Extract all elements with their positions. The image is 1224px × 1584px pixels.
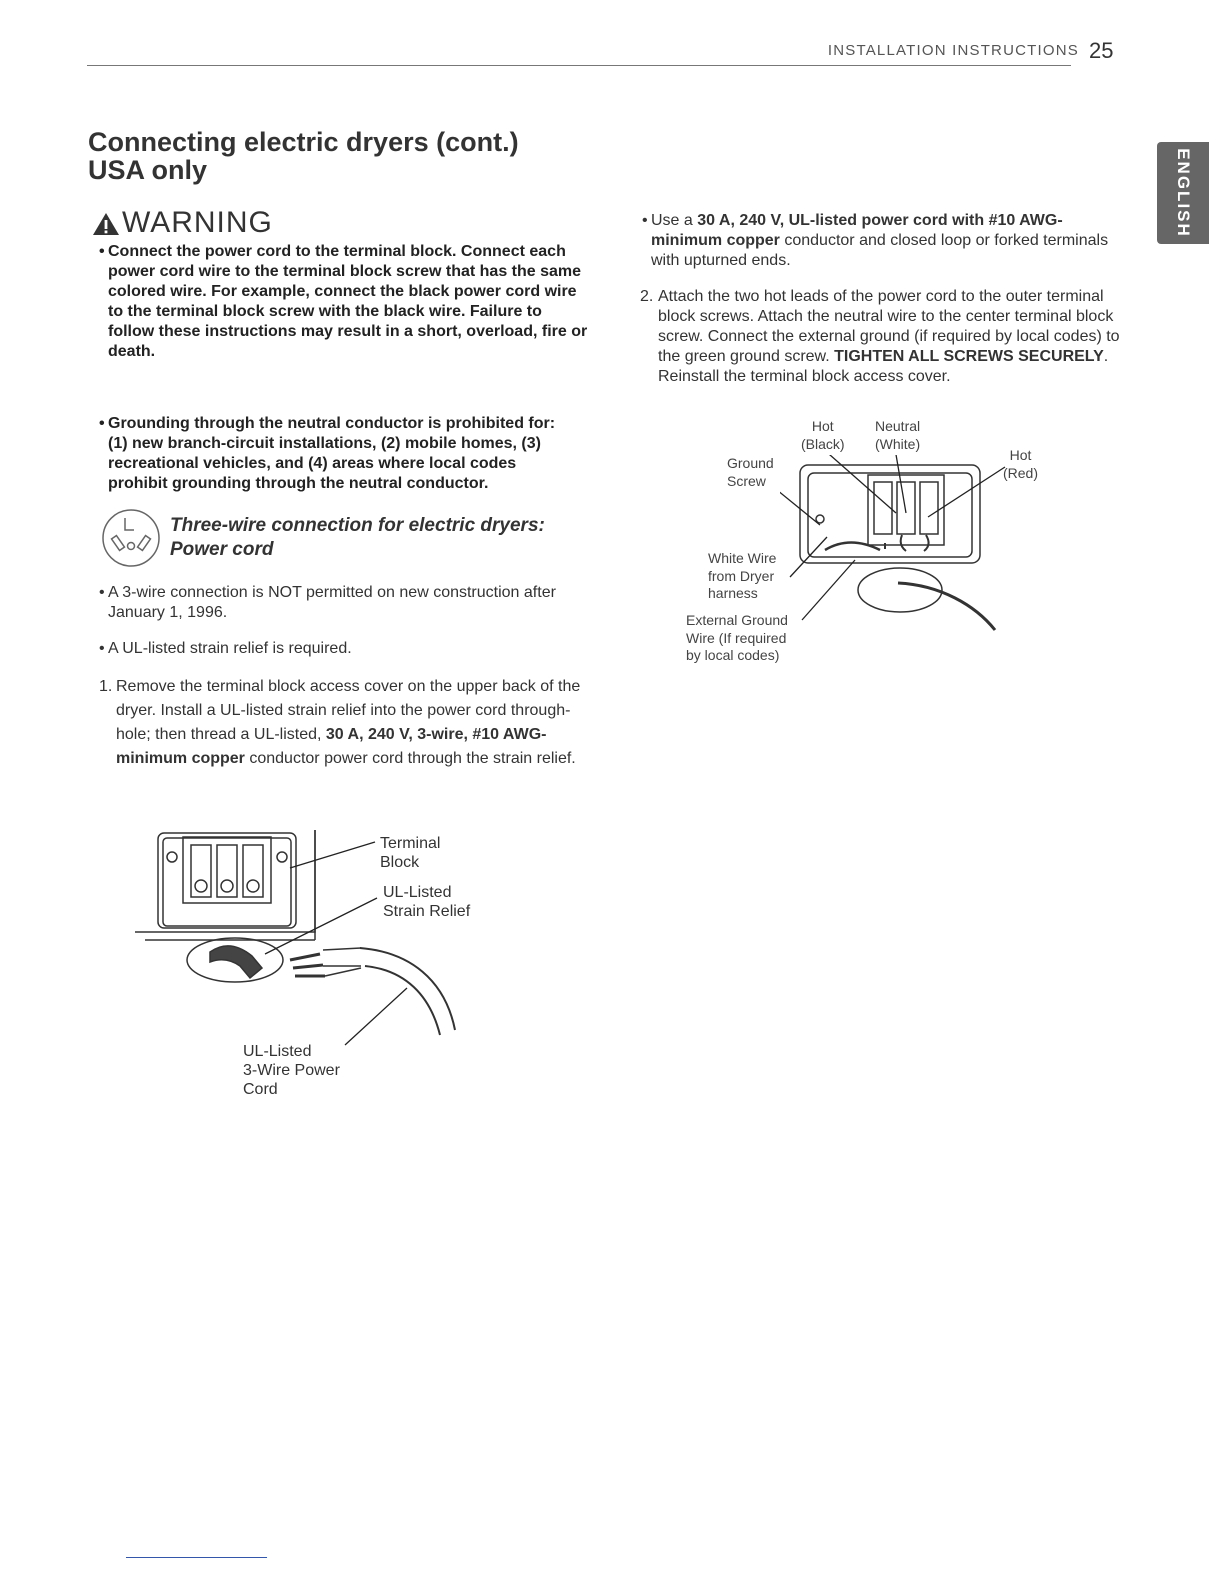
warning-bullet-2-text: Grounding through the neutral conductor is prohibited for: (1) new branch-circuit installations, (2) mobile homes, (3) recreational vehicles, and (4) areas where local codes prohibit grounding through the neutral conductor.: [108, 415, 556, 492]
warning-bullet-2: • Grounding through the neutral conductor is prohibited for: (1) new branch-circuit installations, (2) mobile homes, (3) recreational vehicles, and (4) areas where local codes prohibit grounding through the neutral conductor.: [99, 414, 579, 494]
info-bullet-2-text: A UL-listed strain relief is required.: [108, 640, 352, 657]
language-tab[interactable]: [1157, 142, 1209, 244]
step-1-text: [116, 675, 584, 771]
label-hot-black-line-1: Hot: [811, 418, 834, 434]
label-hot-black-line-2: (Black): [801, 435, 845, 452]
cord-spec-text-bold: 30 A, 240 V, UL-listed power cord with #10 AWG-minimum copper: [651, 212, 1063, 249]
label-neutral-white-line-1: Neutral: [875, 418, 921, 434]
label-external-ground: [686, 612, 788, 665]
label-hot-red-line-2: (Red): [1003, 464, 1039, 481]
terminal-block: [183, 837, 271, 903]
label-strain-relief-line-2: Strain Relief: [383, 903, 471, 920]
label-power-cord-line-2: 3-Wire Power: [243, 1062, 340, 1079]
page-title: [88, 128, 519, 184]
label-strain-relief-line-1: UL-Listed: [383, 884, 452, 901]
step-1-text-a: Remove the terminal block access cover on the upper back of the dryer. Install a UL-listed strain relief into the power cord through-hole; then thread a UL-listed,: [116, 678, 581, 743]
label-strain-relief: [383, 883, 470, 921]
step-2-text-bold: TIGHTEN ALL SCREWS SECURELY: [834, 348, 1104, 365]
label-terminal-block: [380, 834, 440, 872]
label-ground-screw-line-2: Screw: [727, 472, 766, 489]
section-subheading: [170, 514, 545, 562]
step-2-text: [658, 287, 1120, 387]
wiring-connection-diagram: [780, 455, 1030, 645]
label-power-cord: [243, 1042, 340, 1099]
label-white-wire-line-1: White Wire: [708, 550, 777, 566]
label-hot-red: [1003, 447, 1038, 482]
warning-bullet-1: • Connect the power cord to the terminal block. Connect each power cord wire to the terminal block screw that has the same colored wire. For example, connect the black power cord wire to the terminal block screw with the black wire. Failure to follow these instructions may result in a short, overload, fire or death.: [99, 243, 588, 360]
step-2-text-a: Attach the two hot leads of the power cord to the outer terminal block screws. Attach the neutral wire to the center terminal block screw. Connect the external ground (if required by local codes) to the green ground screw.: [658, 288, 1120, 365]
info-bullet-2: • A UL-listed strain relief is required.: [99, 639, 589, 659]
label-terminal-block-line-2: Block: [380, 854, 420, 871]
cord-spec-text: [651, 211, 1112, 271]
step-1-text-b: conductor power cord through the strain relief.: [244, 750, 576, 767]
label-power-cord-line-3: Cord: [243, 1081, 278, 1098]
header-divider: [87, 65, 1071, 66]
info-bullet-1: • A 3-wire connection is NOT permitted on new construction after January 1, 1996.: [99, 583, 589, 623]
label-power-cord-line-1: UL-Listed: [243, 1043, 312, 1060]
label-external-ground-line-3: by local codes): [686, 647, 780, 663]
step-2-number: 2.: [640, 288, 654, 305]
cord-spec-bullet: • Use a 30 A, 240 V, UL-listed power cord with #10 AWG-minimum copper conductor and closed loop or forked terminals with upturned ends.: [642, 211, 1112, 271]
subheading-line-2: Power cord: [170, 539, 274, 560]
title-line-2: USA only: [88, 155, 208, 185]
warning-triangle-icon: [92, 212, 120, 236]
label-hot-red-line-1: Hot: [1009, 447, 1032, 463]
step-2: [640, 287, 1120, 387]
label-external-ground-line-2: Wire (If required: [686, 629, 787, 646]
step-1-text-bold: 30 A, 240 V, 3-wire, #10 AWG-minimum copper: [116, 726, 547, 767]
label-ground-screw-line-1: Ground: [727, 455, 774, 471]
label-terminal-block-line-1: Terminal: [380, 835, 441, 852]
step-2-text-b: . Reinstall the terminal block access cover.: [658, 348, 1109, 385]
cord-spec-text-a: Use a: [651, 212, 698, 229]
cord-spec-text-b: conductor and closed loop or forked terminals with upturned ends.: [651, 232, 1109, 269]
warning-bullet-1-text: Connect the power cord to the terminal block. Connect each power cord wire to the terminal block screw that has the same colored wire. For example, connect the black power cord wire to the terminal block screw with the black wire. Failure to follow these instructions may result in a short, overload, fire or death.: [108, 243, 588, 360]
warning-label: WARNING: [122, 206, 273, 239]
info-bullet-1-text: A 3-wire connection is NOT permitted on new construction after January 1, 1996.: [108, 584, 556, 621]
step-1: [99, 675, 584, 771]
section-header: INSTALLATION INSTRUCTIONS: [827, 42, 1079, 59]
label-external-ground-line-1: External Ground: [686, 612, 788, 628]
label-ground-screw: [727, 455, 774, 490]
label-white-wire-line-2: from Dryer: [708, 567, 775, 584]
subheading-line-1: Three-wire connection for electric dryers:: [170, 515, 545, 536]
page-number: 25: [1089, 38, 1114, 63]
label-neutral-white-line-2: (White): [875, 435, 921, 452]
label-white-wire: [708, 550, 776, 603]
three-prong-outlet-icon: [101, 508, 161, 568]
ground-screw: [816, 515, 824, 523]
title-line-1: Connecting electric dryers (cont.): [88, 127, 519, 157]
label-white-wire-line-3: harness: [708, 585, 758, 601]
label-hot-black: [801, 418, 845, 453]
language-tab-label: ENGLISH: [1174, 148, 1193, 238]
label-neutral-white: [875, 418, 920, 453]
step-1-number: 1.: [99, 678, 113, 695]
footer-rule: [126, 1557, 267, 1558]
warning-heading: [92, 206, 273, 240]
